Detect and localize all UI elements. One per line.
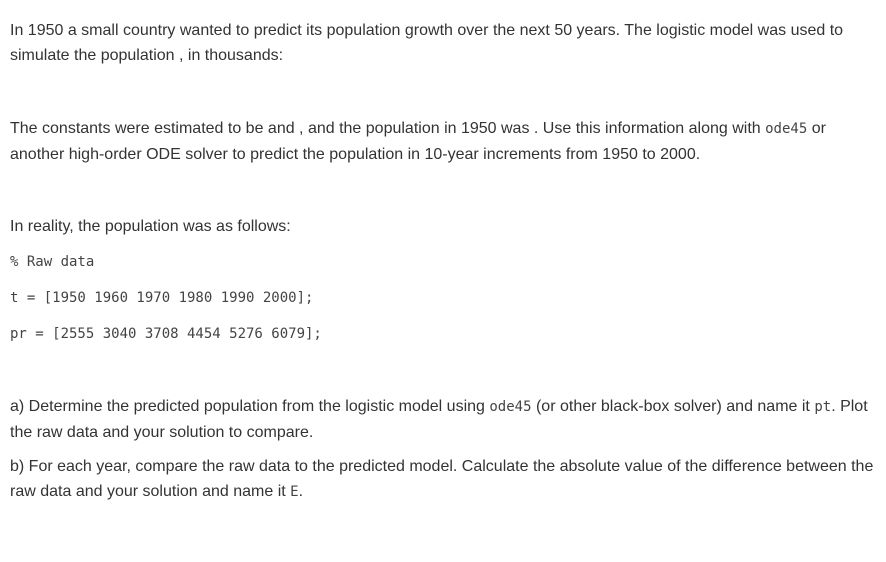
part-a-pt-code: pt [814,399,832,415]
part-b-text2: . [298,483,304,500]
intro-text: In 1950 a small country wanted to predict its population growth over the next 50 years. The logistic model was used to simulate the population , in thousands: [10,22,844,64]
reality-text: In reality, the population was as follows: [10,218,291,235]
constants-text-after: or another high-order ODE solver to predict the population in 10-year increments from 1950 to 2000. [10,120,826,163]
code-comment: % Raw data [10,254,95,270]
part-a-text1: a) Determine the predicted population from the logistic model using [10,398,490,415]
part-a-text3: . Plot the raw data and your solution to compare. [10,398,868,441]
ode45-code: ode45 [765,121,808,137]
part-b-paragraph [10,454,876,505]
part-b-e-code: E [290,484,299,500]
intro-paragraph [10,18,876,68]
part-a-ode45-code: ode45 [489,399,532,415]
part-a-paragraph [10,394,876,445]
code-pr-line: pr = [2555 3040 3708 4454 5276 6079]; [10,326,322,342]
constants-text-before: The constants were estimated to be and , and the population in 1950 was . Use this information along with [10,120,766,137]
constants-paragraph [10,116,876,167]
part-b-text1: b) For each year, compare the raw data to the predicted model. Calculate the absolute value of the difference between the raw data and your solution and name it [10,458,874,500]
part-a-text2: (or other black-box solver) and name it [531,398,815,415]
code-t-line: t = [1950 1960 1970 1980 1990 2000]; [10,290,314,306]
reality-paragraph [10,214,876,239]
